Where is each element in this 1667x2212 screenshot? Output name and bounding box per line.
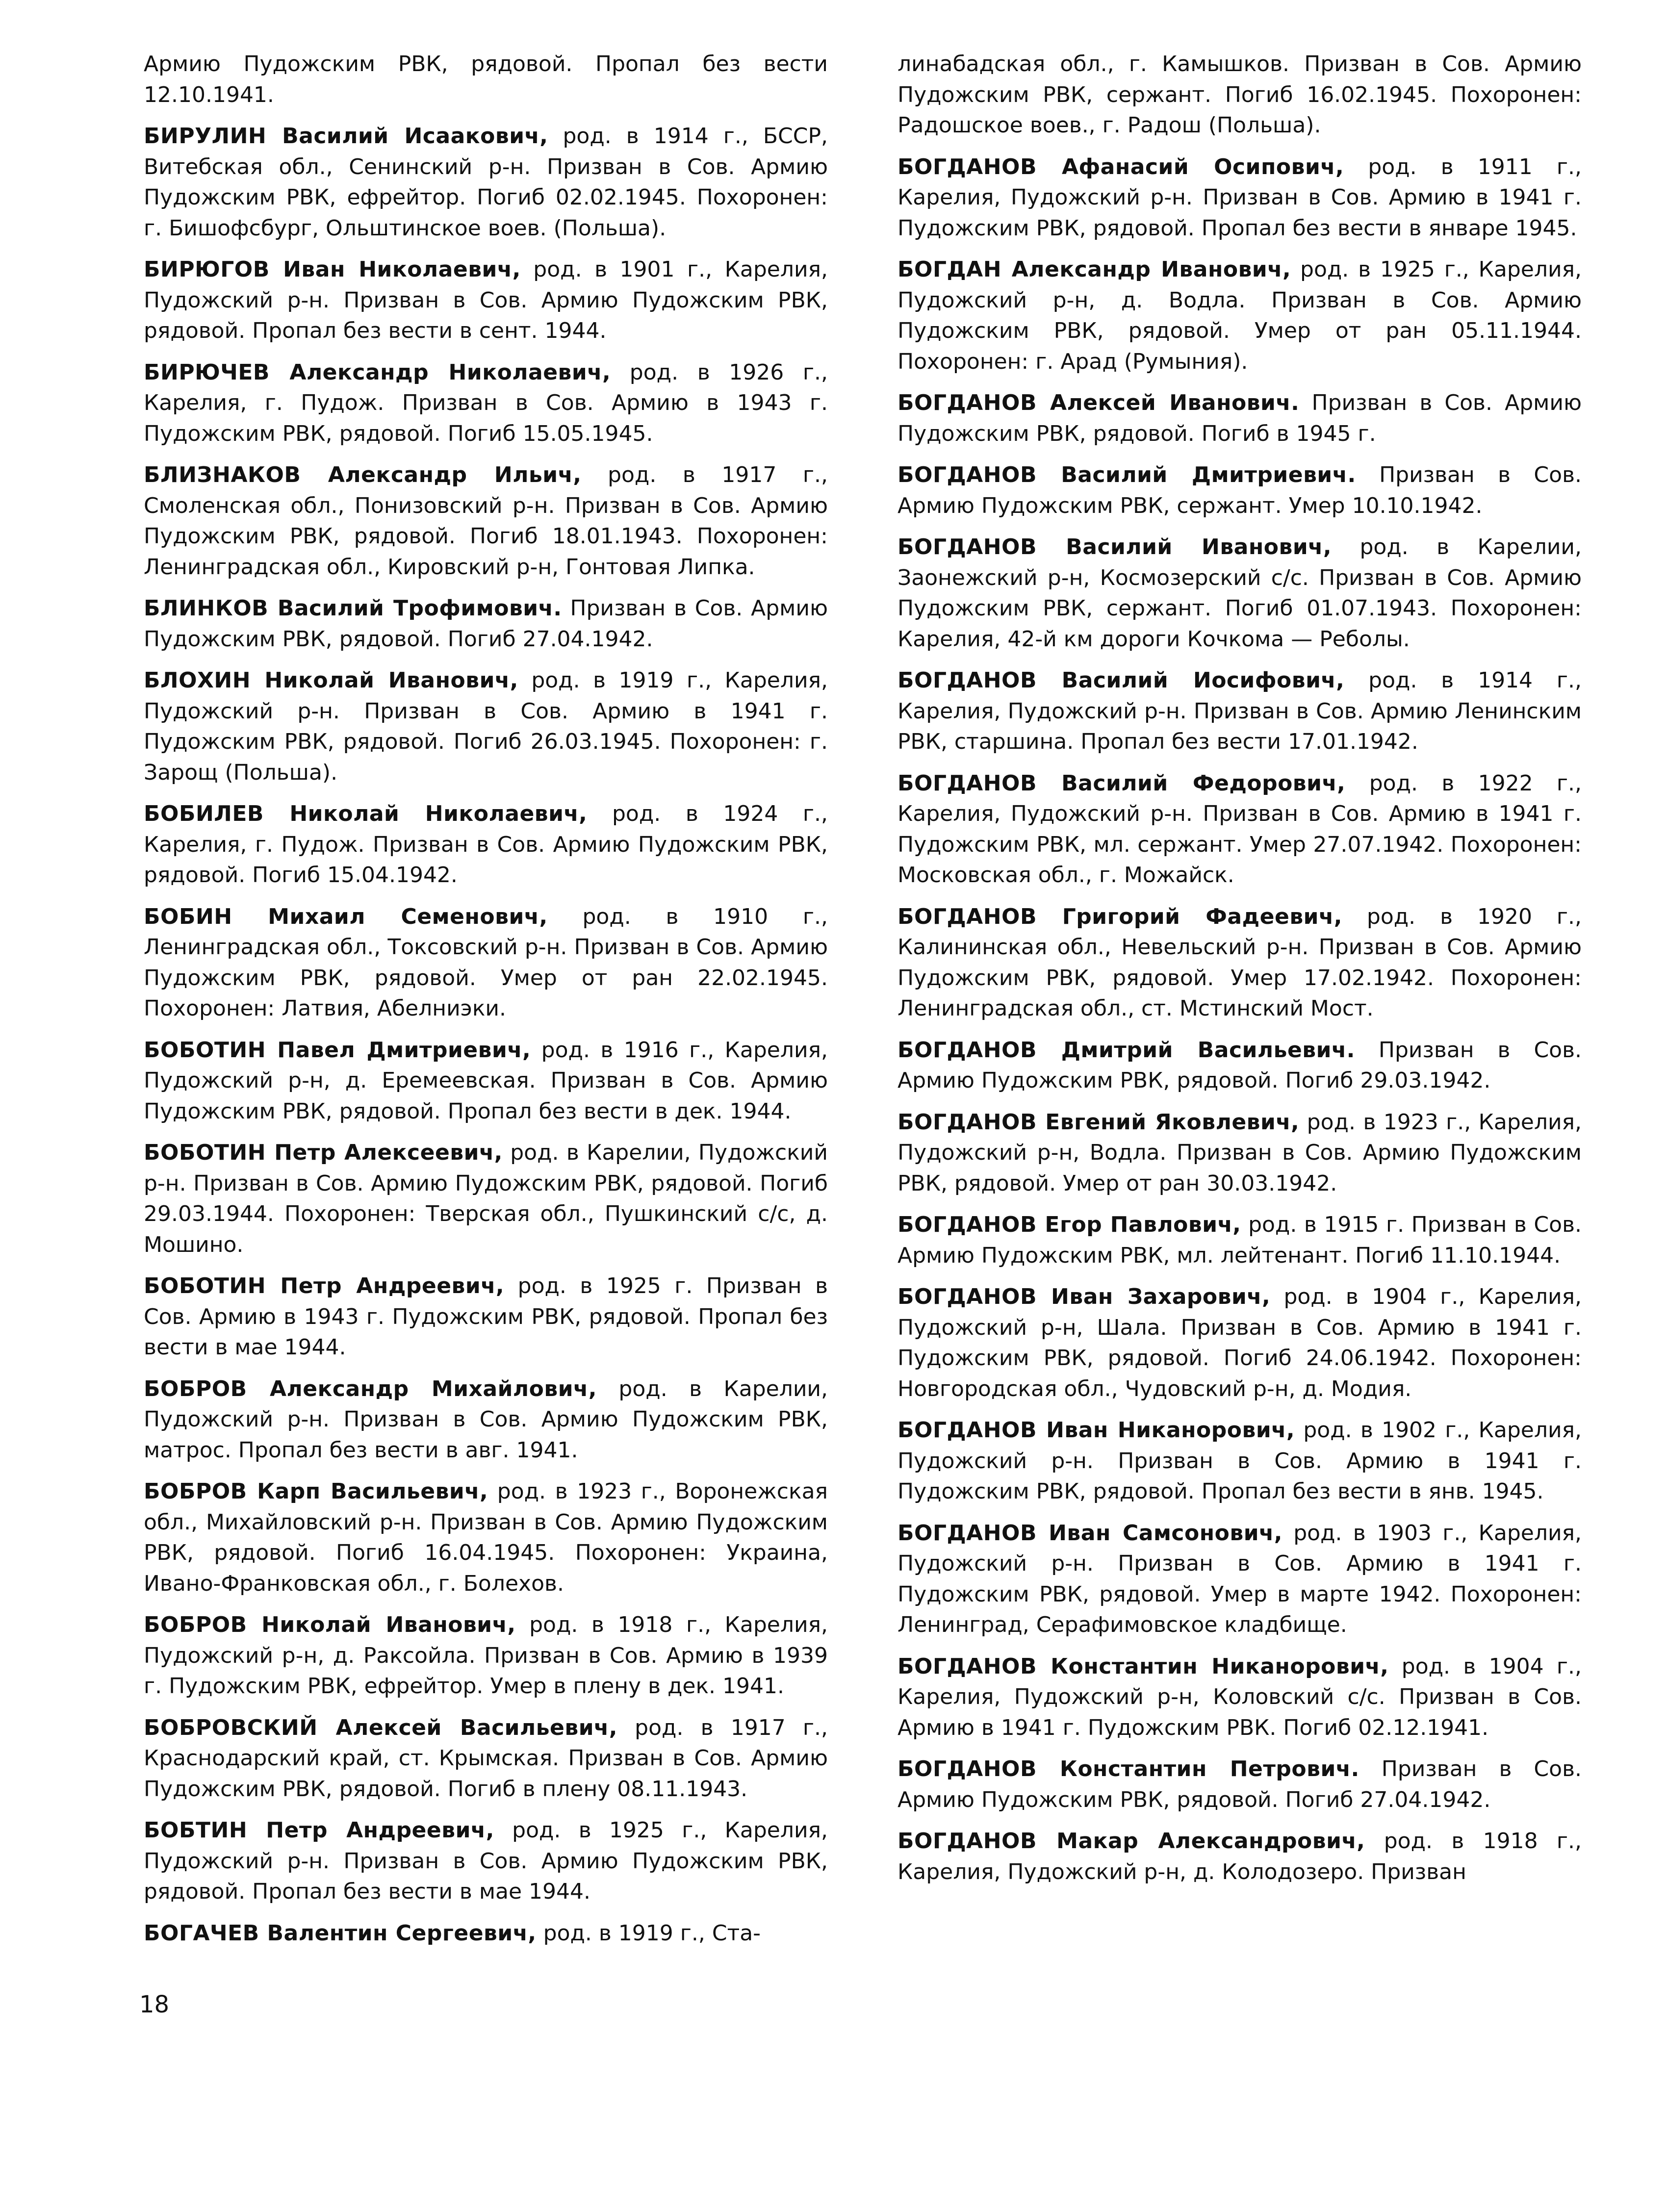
entry [898, 1210, 1582, 1271]
entry [144, 1713, 828, 1805]
entry-text: Призван в Сов. Армию Пудожским РВК, сержант. Умер 10.10.1942. [898, 462, 1582, 518]
entry-name: БОГДАНОВ Евгений Яковлевич, [898, 1109, 1300, 1135]
entry-name: БОГАЧЕВ Валентин Сергеевич, [144, 1920, 537, 1946]
entry-name: БОГДАНОВ Иван Захарович, [898, 1284, 1271, 1309]
entry [898, 1826, 1582, 1887]
entry-name: БОГДАНОВ Григорий Фадеевич, [898, 904, 1342, 929]
entry-text: род. в 1926 г., Карелия, г. Пудож. Призван в Сов. Армию в 1943 г. Пудожским РВК, рядовой. Погиб 15.05.1945. [144, 359, 828, 446]
entry-name: БИРЮГОВ Иван Николаевич, [144, 257, 521, 282]
entry-text: род. в 1924 г., Карелия, г. Пудож. Призван в Сов. Армию Пудожским РВК, рядовой. Погиб 15.04.1942. [144, 801, 828, 888]
entry [898, 902, 1582, 1024]
entry-name: БОГДАНОВ Афанасий Осипович, [898, 154, 1344, 179]
entry-text: род. в 1918 г., Карелия, Пудожский р-н, д. Раксойла. Призван в Сов. Армию в 1939 г. Пудожским РВК, ефрейтор. Умер в плену в дек. 1941. [144, 1612, 828, 1699]
entry [898, 460, 1582, 521]
entry-text: род. в 1904 г., Карелия, Пудожский р-н, Коловский с/с. Призван в Сов. Армию в 1941 г. Пудожским РВК. Погиб 02.12.1941. [898, 1653, 1582, 1740]
entry-text: род. в 1919 г., Ста- [536, 1920, 761, 1946]
right-column [898, 49, 1582, 1898]
entry-text: род. в 1915 г. Призван в Сов. Армию Пудожским РВК, мл. лейтенант. Погиб 11.10.1944. [898, 1212, 1582, 1268]
entry-text: род. в 1917 г., Смоленская обл., Понизовский р-н. Призван в Сов. Армию Пудожским РВК, рядовой. Погиб 18.01.1943. Похоронен: Ленинградская обл., Кировский р-н, Гонтовая Липка. [144, 462, 828, 580]
entry [898, 532, 1582, 655]
entry-text: род. в 1919 г., Карелия, Пудожский р-н. Призван в Сов. Армию в 1941 г. Пудожским РВК, рядовой. Погиб 26.03.1945. Похоронен: г. Зарощ (Польша). [144, 668, 828, 785]
entry [144, 799, 828, 891]
entry-name: БОБРОВСКИЙ Алексей Васильевич, [144, 1715, 617, 1740]
entry [144, 593, 828, 655]
entry-text: род. в 1904 г., Карелия, Пудожский р-н, Шала. Призван в Сов. Армию в 1941 г. Пудожским РВК, рядовой. Погиб 24.06.1942. Похоронен: Новгородская обл., Чудовский р-н, д. Модия. [898, 1284, 1582, 1401]
entry-text: род. в 1910 г., Ленинградская обл., Токсовский р-н. Призван в Сов. Армию Пудожским РВК, рядовой. Умер от ран 22.02.1945. Похоронен: Латвия, Абелниэки. [144, 904, 828, 1021]
entry [898, 768, 1582, 891]
entry-text: род. в 1918 г., Карелия, Пудожский р-н, д. Колодозеро. Призван [898, 1829, 1582, 1884]
entry-name: БОГДАНОВ Иван Никанорович, [898, 1418, 1295, 1443]
entry-text: Призван в Сов. Армию Пудожским РВК, рядовой. Погиб 29.03.1942. [898, 1037, 1582, 1093]
entry [144, 121, 828, 244]
entry-text: Армию Пудожским РВК, рядовой. Пропал без вести 12.10.1941. [144, 51, 828, 107]
entry-name: БОГДАНОВ Дмитрий Васильевич. [898, 1037, 1355, 1063]
entry [144, 49, 828, 110]
entry-name: БЛИНКОВ Василий Трофимович. [144, 596, 562, 621]
entry-text: Призван в Сов. Армию Пудожским РВК, рядовой. Погиб в 1945 г. [898, 390, 1582, 446]
entry [144, 1476, 828, 1599]
entry-name: БИРЮЧЕВ Александр Николаевич, [144, 359, 611, 385]
entry-text: Призван в Сов. Армию Пудожским РВК, рядовой. Погиб 27.04.1942. [898, 1756, 1582, 1812]
entry [898, 1754, 1582, 1815]
entry [898, 152, 1582, 244]
entry-name: БОГДАНОВ Василий Дмитриевич. [898, 462, 1356, 487]
entry [898, 388, 1582, 449]
entry-name: БИРУЛИН Василий Исаакович, [144, 124, 548, 149]
entry-text: род. в 1902 г., Карелия, Пудожский р-н. Призван в Сов. Армию в 1941 г. Пудожским РВК, рядовой. Пропал без вести в янв. 1945. [898, 1418, 1582, 1504]
entry-text: род. в 1917 г., Краснодарский край, ст. Крымская. Призван в Сов. Армию Пудожским РВК, рядовой. Погиб в плену 08.11.1943. [144, 1715, 828, 1802]
entry-text: род. в 1903 г., Карелия, Пудожский р-н. Призван в Сов. Армию в 1941 г. Пудожским РВК, рядовой. Умер в марте 1942. Похоронен: Ленинград, Серафимовское кладбище. [898, 1520, 1582, 1637]
entry-text: род. в 1923 г., Воронежская обл., Михайловский р-н. Призван в Сов. Армию Пудожским РВК, рядовой. Погиб 16.04.1945. Похоронен: Украина, Ивано-Франковская обл., г. Болехов. [144, 1479, 828, 1596]
entry-name: БОГДАНОВ Алексей Иванович. [898, 390, 1300, 415]
entry-name: БОГДАНОВ Василий Иванович, [898, 534, 1332, 559]
entry [144, 1815, 828, 1907]
entry-name: БОБТИН Петр Андреевич, [144, 1818, 494, 1843]
entry-text: род. в 1901 г., Карелия, Пудожский р-н. Призван в Сов. Армию Пудожским РВК, рядовой. Пропал без вести в сент. 1944. [144, 257, 828, 343]
entry-text: род. в 1925 г., Карелия, Пудожский р-н. Призван в Сов. Армию Пудожским РВК, рядовой. Пропал без вести в мае 1944. [144, 1818, 828, 1904]
entry [898, 1107, 1582, 1199]
entry-name: БОГДАНОВ Егор Павлович, [898, 1212, 1241, 1237]
entry-text: род. в 1916 г., Карелия, Пудожский р-н, д. Еремеевская. Призван в Сов. Армию Пудожским РВК, рядовой. Пропал без вести в дек. 1944. [144, 1037, 828, 1124]
entry-name: БЛИЗНАКОВ Александр Ильич, [144, 462, 582, 487]
entry-text: Призван в Сов. Армию Пудожским РВК, рядовой. Погиб 27.04.1942. [144, 596, 828, 652]
entry-name: БОБИЛЕВ Николай Николаевич, [144, 801, 588, 826]
entry [898, 1518, 1582, 1641]
entry [144, 1918, 828, 1949]
entry [144, 902, 828, 1024]
entry-name: БОБОТИН Петр Андреевич, [144, 1273, 505, 1298]
entry [144, 254, 828, 347]
entry [144, 1138, 828, 1260]
entry [898, 1035, 1582, 1096]
entry-name: БОГДАНОВ Константин Никанорович, [898, 1653, 1389, 1679]
page-number: 18 [139, 1991, 170, 2018]
entry-name: БОБОТИН Петр Алексеевич, [144, 1140, 503, 1165]
entry-name: БОГДАНОВ Макар Александрович, [898, 1829, 1365, 1854]
entry-name: БОГДАНОВ Иван Самсонович, [898, 1520, 1282, 1546]
entry [898, 665, 1582, 758]
entry [898, 1652, 1582, 1744]
entry-text: род. в Карелии, Пудожский р-н. Призван в Сов. Армию Пудожским РВК, матрос. Пропал без вести в авг. 1941. [144, 1376, 828, 1463]
entry-name: БОГДАН Александр Иванович, [898, 257, 1291, 282]
entry-text: род. в Карелии, Пудожский р-н. Призван в Сов. Армию Пудожским РВК, рядовой. Погиб 29.03.1944. Похоронен: Тверская обл., Пушкинский с/с, д. Мошино. [144, 1140, 828, 1257]
entry-text: род. в 1911 г., Карелия, Пудожский р-н. Призван в Сов. Армию в 1941 г. Пудожским РВК, рядовой. Пропал без вести в январе 1945. [898, 154, 1582, 241]
entry-text: род. в 1923 г., Карелия, Пудожский р-н, Водла. Призван в Сов. Армию Пудожским РВК, рядовой. Умер от ран 30.03.1942. [898, 1109, 1582, 1196]
entry-name: БОГДАНОВ Василий Федорович, [898, 770, 1346, 796]
entry [144, 1271, 828, 1363]
entry-name: БЛОХИН Николай Иванович, [144, 668, 518, 693]
entry-name: БОБИН Михаил Семенович, [144, 904, 548, 929]
entry-text: род. в 1920 г., Калининская обл., Невельский р-н. Призван в Сов. Армию Пудожским РВК, рядовой. Умер 17.02.1942. Похоронен: Ленинградская обл., ст. Мстинский Мост. [898, 904, 1582, 1021]
entry-text: род. в 1914 г., БССР, Витебская обл., Сенинский р-н. Призван в Сов. Армию Пудожским РВК, ефрейтор. Погиб 02.02.1945. Похоронен: г. Бишофсбург, Ольштинское воев. (Польша). [144, 124, 828, 241]
entry [898, 49, 1582, 141]
entry [144, 665, 828, 788]
entry-text: род. в 1925 г., Карелия, Пудожский р-н, д. Водла. Призван в Сов. Армию Пудожским РВК, рядовой. Умер от ран 05.11.1944. Похоронен: г. Арад (Румыния). [898, 257, 1582, 374]
entry [144, 460, 828, 583]
entry-name: БОГДАНОВ Константин Петрович. [898, 1756, 1359, 1781]
entry-text: род. в 1922 г., Карелия, Пудожский р-н. Призван в Сов. Армию в 1941 г. Пудожским РВК, мл. сержант. Умер 27.07.1942. Похоронен: Московская обл., г. Можайск. [898, 770, 1582, 888]
entry-name: БОБРОВ Александр Михайлович, [144, 1376, 597, 1401]
entry-name: БОГДАНОВ Василий Иосифович, [898, 668, 1345, 693]
entry [144, 357, 828, 450]
entry-text: род. в 1914 г., Карелия, Пудожский р-н. Призван в Сов. Армию Ленинским РВК, старшина. Пропал без вести 17.01.1942. [898, 668, 1582, 754]
entry-text: род. в Карелии, Заонежский р-н, Космозерский с/с. Призван в Сов. Армию Пудожским РВК, сержант. Погиб 01.07.1943. Похоронен: Карелия, 42-й км дороги Кочкома — Реболы. [898, 534, 1582, 652]
entry [898, 1415, 1582, 1507]
entry-text: линабадская обл., г. Камышков. Призван в Сов. Армию Пудожским РВК, сержант. Погиб 16.02.1945. Похоронен: Радошское воев., г. Радош (Польша). [898, 51, 1582, 138]
entry-text: род. в 1925 г. Призван в Сов. Армию в 1943 г. Пудожским РВК, рядовой. Пропал без вести в мае 1944. [144, 1273, 828, 1360]
entry-name: БОБОТИН Павел Дмитриевич, [144, 1037, 531, 1063]
entry-name: БОБРОВ Николай Иванович, [144, 1612, 516, 1637]
entry-name: БОБРОВ Карп Васильевич, [144, 1479, 488, 1504]
entry [144, 1035, 828, 1127]
entry [144, 1610, 828, 1702]
entry [898, 254, 1582, 377]
entry [144, 1374, 828, 1466]
entry [898, 1282, 1582, 1404]
left-column [144, 49, 828, 1959]
